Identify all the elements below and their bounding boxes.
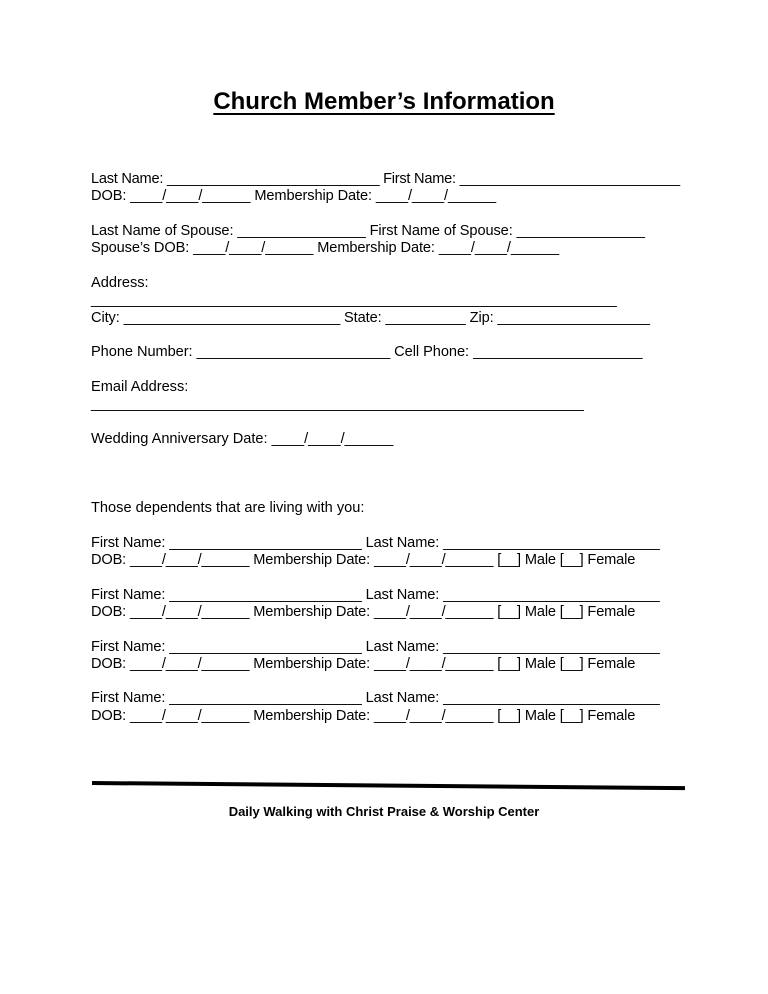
anniversary-line[interactable]: Wedding Anniversary Date: ____/____/______ <box>91 431 394 447</box>
dependent-1-dob-line[interactable]: DOB: ____/____/______ Membership Date: ____/____/______ [__] Male [__] Female <box>91 552 636 568</box>
city-state-zip-line[interactable]: City: ___________________________ State: __________ Zip: ___________________ <box>91 310 650 326</box>
footer-church-name: Daily Walking with Christ Praise & Worship Center <box>228 804 540 819</box>
dependent-2-name-line[interactable]: First Name: ________________________ Last Name: ___________________________ <box>91 587 660 603</box>
phone-line[interactable]: Phone Number: ________________________ Cell Phone: _____________________ <box>91 344 643 360</box>
page-title-text: Church Member’s Information <box>213 88 555 115</box>
dependent-4-dob-line[interactable]: DOB: ____/____/______ Membership Date: ____/____/______ [__] Male [__] Female <box>91 708 636 724</box>
dependent-3-name-line[interactable]: First Name: ________________________ Last Name: ___________________________ <box>91 639 660 655</box>
spouse-dob-line[interactable]: Spouse’s DOB: ____/____/______ Membership Date: ____/____/______ <box>91 240 559 256</box>
dependent-1-name-line[interactable]: First Name: ________________________ Last Name: ___________________________ <box>91 535 660 551</box>
email-label: Email Address: <box>91 379 189 395</box>
member-dob-line[interactable]: DOB: ____/____/______ Membership Date: ____/____/______ <box>91 188 497 204</box>
dependent-3-dob-line[interactable]: DOB: ____/____/______ Membership Date: ____/____/______ [__] Male [__] Female <box>91 656 636 672</box>
email-field[interactable]: ____________________________________________________________ <box>91 396 584 412</box>
dependent-4-name-line[interactable]: First Name: ________________________ Last Name: ___________________________ <box>91 690 660 706</box>
page-title <box>0 88 768 116</box>
address-field[interactable]: ________________________________________________________________ <box>91 292 617 308</box>
address-label: Address: <box>91 275 149 291</box>
dependent-2-dob-line[interactable]: DOB: ____/____/______ Membership Date: ____/____/______ [__] Male [__] Female <box>91 604 636 620</box>
member-name-line[interactable]: Last Name: ___________________________ First Name: ____________________________ <box>91 171 680 187</box>
footer-divider <box>92 781 685 790</box>
dependents-heading: Those dependents that are living with you: <box>91 500 365 516</box>
spouse-name-line[interactable]: Last Name of Spouse: ________________ First Name of Spouse: ________________ <box>91 223 645 239</box>
